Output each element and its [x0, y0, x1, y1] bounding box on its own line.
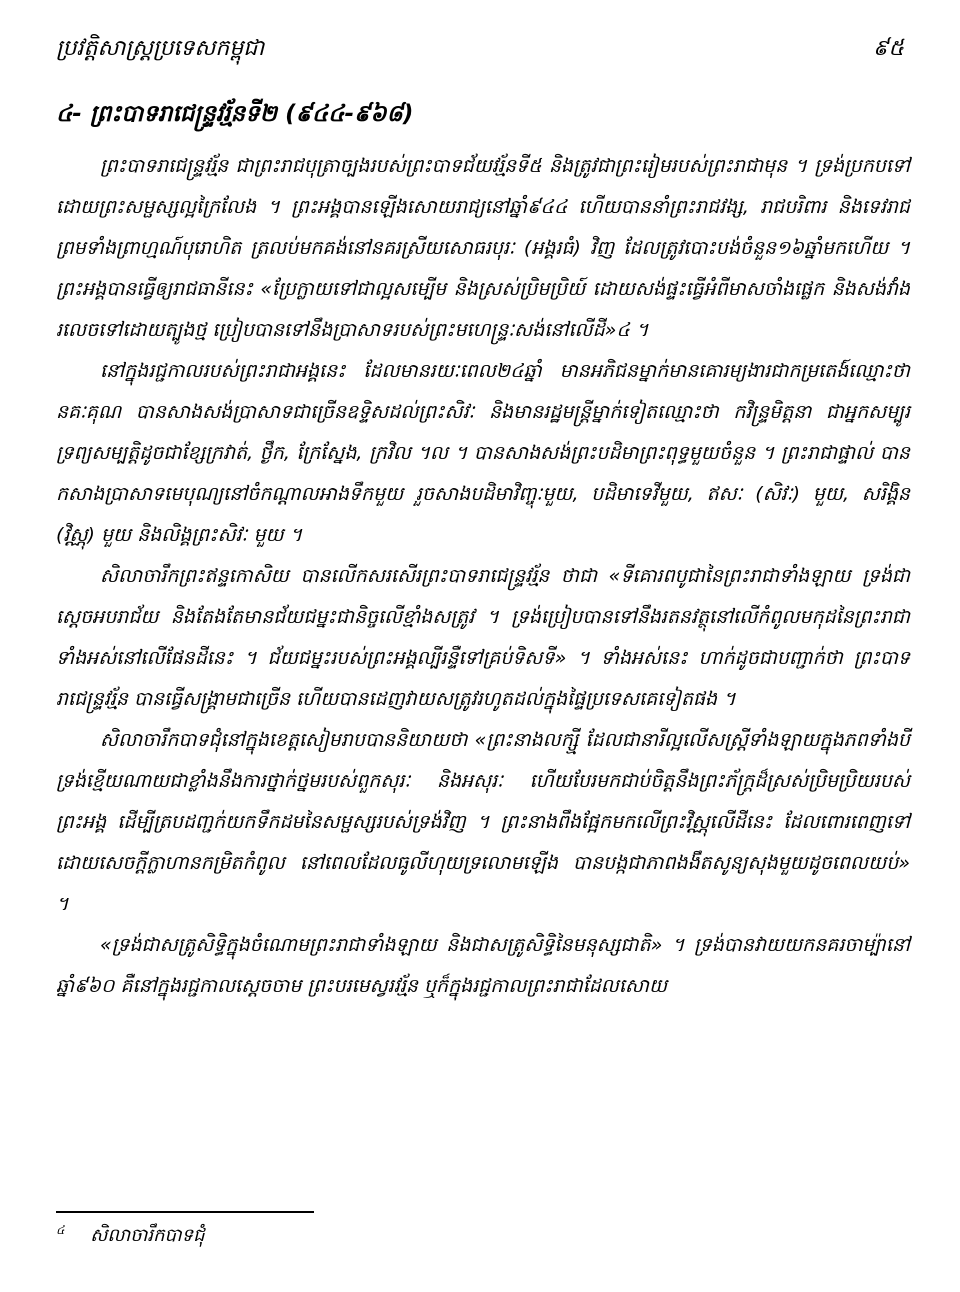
running-header [56, 28, 904, 68]
body-text [56, 146, 910, 1007]
section-heading [56, 100, 413, 133]
paragraph: នៅក្នុងរជ្ជកាលរបស់ព្រះរាជាអង្គនេះ ដែលមានរយៈពេល២៤ឆ្នាំ មានអភិជនម្នាក់មានគោរម្យងារជាកម្រតេង៍ឈ្មោះថា នគៈគុណ បានសាងសង់ប្រាសាទជាច្រើនឧទ្ទិសដល់ព្រះសិវៈ និងមានរដ្ឋមន្ត្រីម្នាក់ទៀតឈ្មោះថា កវិន្ទ្រមិត្តនា ជាអ្នកសម្បូរទ្រព្យសម្បត្តិដូចជាខ្សែក្រវាត់, ថ្ងឹក, ក្រែស្នែង, ក្រវិល ។ល ។ បានសាងសង់ព្រះបដិមាព្រះពុទ្ធមួយចំនួន ។ ព្រះរាជាផ្ទាល់ បានកសាងប្រាសាទមេបុណ្យនៅចំកណ្ដាលអាងទឹកមួយ រួចសាងបដិមាវិញ្ចុៈមួយ, បដិមាទេវីមួយ, ឥសៈ (សិវៈ) មួយ, សរិង្គិន (វិស្ណុ) មួយ និងលិង្គព្រះសិវៈ មួយ ។ [56, 360, 910, 546]
paragraph: ព្រះបាទរាជេន្ទ្រវរ្ម័ន ជាព្រះរាជបុត្រាច្បងរបស់ព្រះបាទជ័យវរ្ម័នទី៥ និងត្រូវជាព្រះរៀមរបស់ព្រះរាជាមុន ។ ទ្រង់ប្រកបទៅដោយព្រះសម្ផស្សល្អក្រៃលែង ។ ព្រះអង្គបានឡើងសោយរាជ្យនៅឆ្នាំ៩៤៤ ហើយបាននាំព្រះរាជវង្ស, រាជបរិពារ និងទេវរាជ ព្រមទាំងព្រាហ្មណ៍បុរោហិត ត្រលប់មកគង់នៅនគរស្រីយសោធរបុរៈ (អង្គរធំ) វិញ ដែលត្រូវបោះបង់ចំនួន១៦ឆ្នាំមកហើយ ។ ព្រះអង្គបានធ្វើឲ្យរាជធានីនេះ «ប្រែក្លាយទៅជាល្អសម្បើម និងស្រស់ប្រិមប្រិយ៍ ដោយសង់ផ្ទះធ្វើអំពីមាសចាំងផ្លេក និងសង់វាំងរលេចទៅដោយត្បូងថ្ម ប្រៀបបានទៅនឹងប្រាសាទរបស់ព្រះមហេន្ទ្រៈសង់នៅលើដី»៤ ។ [56, 155, 910, 341]
page-number: ៩៥ [872, 36, 904, 61]
book-title: ប្រវត្តិសាស្ត្រប្រទេសកម្ពុជា [56, 36, 265, 61]
footnote [56, 1222, 205, 1250]
section-title: ព្រះបាទរាជេន្ទ្រវរ្ម័នទី២ (៩៤៤-៩៦៨) [89, 101, 414, 127]
paragraph: «ទ្រង់ជាសត្រូសិទ្ធិក្នុងចំណោមព្រះរាជាទាំងឡាយ និងជាសត្រូសិទ្ធិនៃមនុស្សជាតិ» ។ ទ្រង់បានវាយយកនគរចាម្ប៉ានៅឆ្នាំ៩៦០ គឺនៅក្នុងរជ្ជកាលស្ដេចចាម ព្រះបរមេស្វរវរ្ម័ន ឬក៏ក្នុងរជ្ជកាលព្រះរាជាដែលសោយ [56, 934, 910, 997]
footnote-mark: ៤ [56, 1223, 65, 1237]
section-number: ៤- [56, 101, 82, 127]
paragraph: សិលាចារឹកបាទជុំនៅក្នុងខេត្តសៀមរាបបាននិយាយថា «ព្រះនាងលក្ស្មី ដែលជានារីល្អលើសស្ត្រីទាំងឡាយក្នុងភពទាំងបី ទ្រង់ខ្មើយណាយជាខ្លាំងនឹងការថ្នាក់ថ្នមរបស់ពួកសុរៈ និងអសុរៈ ហើយបែរមកជាប់ចិត្តនឹងព្រះភ័ក្ត្រដ៏ស្រស់ប្រិមប្រិយរបស់ព្រះអង្គ ដើម្បីត្របដញ្ជក់យកទឹកដមនៃសម្ផស្សរបស់ទ្រង់វិញ ។ ព្រះនាងពឹងផ្អែកមកលើព្រះវិស្ណុលើដីនេះ ដែលពោរពេញទៅដោយសេចក្ដីក្លាហានកម្រិតកំពូល នៅពេលដែលធូលីហុយទ្រលោមឡើង បានបង្កជាភាពងងឹតសូន្យសុងមួយដូចពេលយប់» ។ [56, 729, 910, 915]
paragraph: សិលាចារឹកព្រះឥន្ទកោសិយ បានលើកសរសើរព្រះបាទរាជេន្ទ្រវរ្ម័ន ថាជា «ទីគោរពបូជានៃព្រះរាជាទាំងឡាយ ទ្រង់ជាស្ដេចអបរាជ័យ និងតែងតែមានជ័យជម្នះជានិច្ចលើខ្មាំងសត្រូវ ។ ទ្រង់ប្រៀបបានទៅនឹងរតនវត្ថុនៅលើកំពូលមកុដនៃព្រះរាជាទាំងអស់នៅលើផែនដីនេះ ។ ជ័យជម្នះរបស់ព្រះអង្គល្បីរន្ទឺទៅគ្រប់ទិសទី» ។ ទាំងអស់នេះ ហាក់ដូចជាបញ្ជាក់ថា ព្រះបាទរាជេន្ទ្រវរ្ម័ន បានធ្វើសង្គ្រាមជាច្រើន ហើយបានដេញវាយសត្រូវរហូតដល់ក្នុងផ្ទៃប្រទេសគេទៀតផង ។ [56, 565, 910, 710]
footnote-text: សិលាចារឹកបាទជុំ [90, 1225, 205, 1246]
footnote-divider [56, 1211, 314, 1213]
